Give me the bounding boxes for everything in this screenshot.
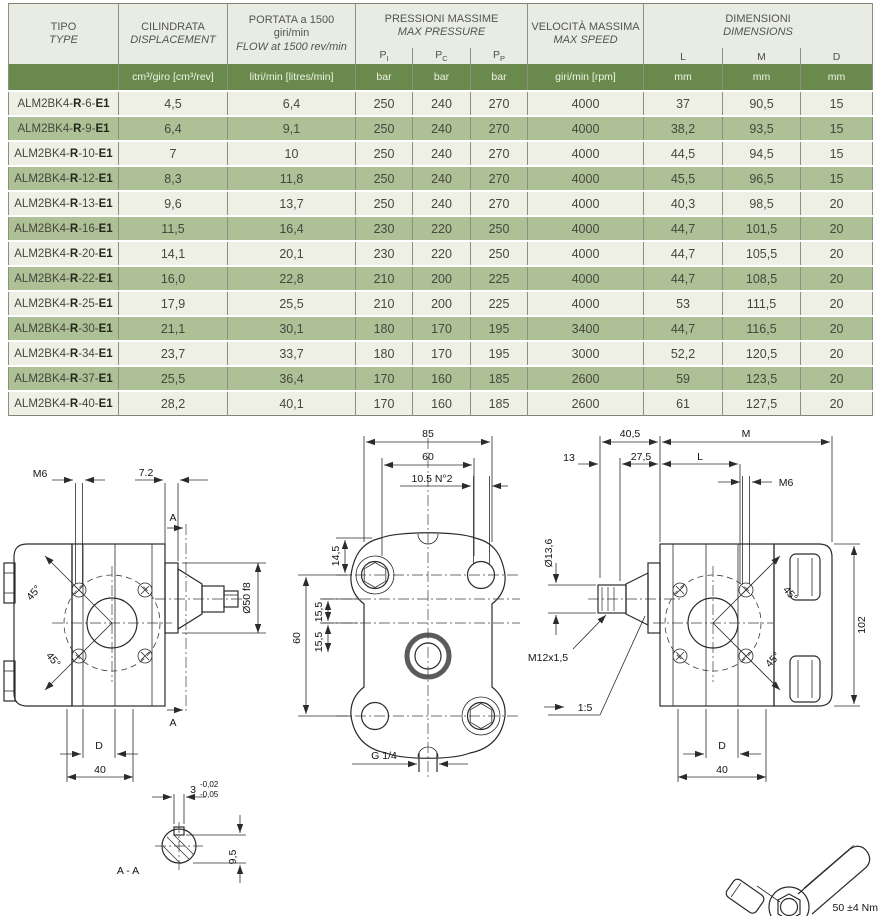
- value-cell: 16,0: [119, 266, 228, 291]
- value-cell: 11,5: [119, 216, 228, 241]
- value-cell: 9,1: [228, 116, 356, 141]
- value-cell: 20: [801, 191, 873, 216]
- header-velocita-en: MAX SPEED: [553, 34, 618, 46]
- value-cell: 44,7: [644, 241, 723, 266]
- header-portata-en: FLOW at 1500 rev/min: [236, 40, 347, 53]
- value-cell: 22,8: [228, 266, 356, 291]
- value-cell: 13,7: [228, 191, 356, 216]
- value-cell: 210: [356, 266, 413, 291]
- type-cell: ALM2BK4-R-34-E1: [9, 341, 119, 366]
- table-row: [9, 241, 873, 266]
- unit-p-c: bar: [413, 64, 471, 91]
- value-cell: 230: [356, 216, 413, 241]
- col-header-cilindrata: [119, 4, 228, 65]
- dim-key-tol-lower-label: -0,05: [200, 790, 219, 799]
- dim-pilot-diameter-label: Ø50 f8: [241, 582, 253, 614]
- value-cell: 94,5: [723, 141, 801, 166]
- col-header-pressioni: [356, 4, 528, 49]
- table-row: [9, 116, 873, 141]
- subheader-p-i: $P_I$: [356, 48, 413, 64]
- table-row: [9, 141, 873, 166]
- value-cell: 40,1: [228, 391, 356, 416]
- type-cell: ALM2BK4-R-6-E1: [9, 91, 119, 116]
- table-row: [9, 316, 873, 341]
- value-cell: 6,4: [228, 91, 356, 116]
- right-view-drawing: [528, 428, 868, 782]
- torque-wrench-icon: [724, 845, 878, 916]
- value-cell: 15: [801, 141, 873, 166]
- value-cell: 270: [471, 191, 528, 216]
- dim-40-left-label: 40: [94, 764, 106, 776]
- value-cell: 4000: [528, 191, 644, 216]
- value-cell: 225: [471, 291, 528, 316]
- value-cell: 16,4: [228, 216, 356, 241]
- value-cell: 270: [471, 91, 528, 116]
- dim-7-2-label: 7.2: [138, 467, 154, 479]
- front-view-drawing: [291, 428, 520, 778]
- dim-shaft-diameter-label: Ø13,6: [543, 538, 555, 568]
- dim-l-label: L: [697, 451, 703, 463]
- unit-d: mm: [801, 64, 873, 91]
- value-cell: 6,4: [119, 116, 228, 141]
- value-cell: 4000: [528, 241, 644, 266]
- value-cell: 9,6: [119, 191, 228, 216]
- col-header-velocita: [528, 4, 644, 65]
- dim-taper-label: 1:5: [577, 702, 593, 714]
- dim-27-5-label: 27,5: [630, 451, 652, 463]
- value-cell: 53: [644, 291, 723, 316]
- section-aa-title: A - A: [116, 865, 140, 877]
- value-cell: 240: [413, 191, 471, 216]
- header-dimensioni-en: DIMENSIONS: [723, 26, 793, 38]
- value-cell: 36,4: [228, 366, 356, 391]
- dim-port-label: G 1/4: [371, 750, 397, 762]
- value-cell: 25,5: [228, 291, 356, 316]
- subheader-l: L: [644, 48, 723, 64]
- dim-angle-lower-right-label: 45°: [763, 650, 783, 670]
- value-cell: 15: [801, 91, 873, 116]
- type-cell: ALM2BK4-R-22-E1: [9, 266, 119, 291]
- table-row: [9, 391, 873, 416]
- value-cell: 23,7: [119, 341, 228, 366]
- value-cell: 38,2: [644, 116, 723, 141]
- dim-40-right-label: 40: [716, 764, 728, 776]
- dim-key-width-label: 3: [190, 784, 196, 796]
- value-cell: 4000: [528, 166, 644, 191]
- dim-13-label: 13: [563, 452, 575, 464]
- dim-85-label: 85: [422, 428, 434, 440]
- value-cell: 250: [356, 116, 413, 141]
- dim-15-5-a-label: 15,5: [313, 601, 325, 623]
- type-cell: ALM2BK4-R-10-E1: [9, 141, 119, 166]
- type-cell: ALM2BK4-R-25-E1: [9, 291, 119, 316]
- header-tipo-en: TYPE: [49, 34, 78, 46]
- header-portata-it: PORTATA a 1500 giri/min: [248, 13, 335, 40]
- value-cell: 45,5: [644, 166, 723, 191]
- value-cell: 44,7: [644, 316, 723, 341]
- unit-p-p: bar: [471, 64, 528, 91]
- table-row: [9, 166, 873, 191]
- value-cell: 14,1: [119, 241, 228, 266]
- value-cell: 108,5: [723, 266, 801, 291]
- dim-d-right-label: D: [718, 740, 726, 752]
- col-header-dimensioni: [644, 4, 873, 49]
- value-cell: 15: [801, 166, 873, 191]
- value-cell: 160: [413, 366, 471, 391]
- value-cell: 225: [471, 266, 528, 291]
- value-cell: 52,2: [644, 341, 723, 366]
- value-cell: 123,5: [723, 366, 801, 391]
- value-cell: 90,5: [723, 91, 801, 116]
- table-body: [9, 91, 873, 416]
- value-cell: 20,1: [228, 241, 356, 266]
- value-cell: 4000: [528, 291, 644, 316]
- table-row: [9, 291, 873, 316]
- torque-note-label: 50 ±4 Nm: [832, 902, 878, 914]
- value-cell: 3000: [528, 341, 644, 366]
- value-cell: 195: [471, 341, 528, 366]
- value-cell: 28,2: [119, 391, 228, 416]
- value-cell: 170: [413, 316, 471, 341]
- value-cell: 220: [413, 216, 471, 241]
- value-cell: 7: [119, 141, 228, 166]
- value-cell: 44,5: [644, 141, 723, 166]
- dim-angle-upper-left-label: 45°: [24, 583, 44, 603]
- value-cell: 15: [801, 116, 873, 141]
- value-cell: 200: [413, 266, 471, 291]
- value-cell: 127,5: [723, 391, 801, 416]
- value-cell: 96,5: [723, 166, 801, 191]
- value-cell: 40,3: [644, 191, 723, 216]
- type-cell: ALM2BK4-R-9-E1: [9, 116, 119, 141]
- dim-40-5-label: 40,5: [619, 428, 641, 440]
- table-row: [9, 341, 873, 366]
- value-cell: 25,5: [119, 366, 228, 391]
- value-cell: 250: [471, 216, 528, 241]
- value-cell: 61: [644, 391, 723, 416]
- table-row: [9, 366, 873, 391]
- type-cell: ALM2BK4-R-40-E1: [9, 391, 119, 416]
- value-cell: 59: [644, 366, 723, 391]
- dim-angle-upper-right-label: 45°: [780, 584, 800, 604]
- value-cell: 250: [356, 166, 413, 191]
- value-cell: 11,8: [228, 166, 356, 191]
- value-cell: 4,5: [119, 91, 228, 116]
- value-cell: 21,1: [119, 316, 228, 341]
- dim-d-left-label: D: [95, 740, 103, 752]
- value-cell: 105,5: [723, 241, 801, 266]
- unit-speed: giri/min [rpm]: [528, 64, 644, 91]
- unit-m: mm: [723, 64, 801, 91]
- value-cell: 2600: [528, 391, 644, 416]
- value-cell: 44,7: [644, 216, 723, 241]
- value-cell: 250: [356, 141, 413, 166]
- dim-m6-left-label: M6: [32, 468, 48, 480]
- value-cell: 240: [413, 91, 471, 116]
- value-cell: 270: [471, 166, 528, 191]
- unit-flow: litri/min [litres/min]: [228, 64, 356, 91]
- value-cell: 160: [413, 391, 471, 416]
- col-header-tipo: [9, 4, 119, 65]
- value-cell: 111,5: [723, 291, 801, 316]
- value-cell: 230: [356, 241, 413, 266]
- value-cell: 30,1: [228, 316, 356, 341]
- value-cell: 120,5: [723, 341, 801, 366]
- value-cell: 200: [413, 291, 471, 316]
- dim-102-label: 102: [856, 616, 868, 634]
- value-cell: 240: [413, 166, 471, 191]
- table-row: [9, 91, 873, 116]
- value-cell: 4000: [528, 91, 644, 116]
- value-cell: 20: [801, 366, 873, 391]
- value-cell: 250: [471, 241, 528, 266]
- dim-key-tol-upper-label: -0,02: [200, 780, 219, 789]
- dim-key-depth-label: 9,5: [227, 849, 239, 865]
- value-cell: 98,5: [723, 191, 801, 216]
- header-pressioni-en: MAX PRESSURE: [397, 26, 486, 38]
- value-cell: 3400: [528, 316, 644, 341]
- subheader-p-c: $P_C$: [413, 48, 471, 64]
- value-cell: 20: [801, 266, 873, 291]
- header-dimensioni-it: DIMENSIONI: [725, 12, 791, 25]
- value-cell: 101,5: [723, 216, 801, 241]
- value-cell: 93,5: [723, 116, 801, 141]
- unit-empty: [9, 64, 119, 91]
- value-cell: 20: [801, 291, 873, 316]
- value-cell: 170: [356, 391, 413, 416]
- value-cell: 270: [471, 141, 528, 166]
- value-cell: 20: [801, 391, 873, 416]
- value-cell: 4000: [528, 266, 644, 291]
- value-cell: 116,5: [723, 316, 801, 341]
- value-cell: 195: [471, 316, 528, 341]
- value-cell: 10: [228, 141, 356, 166]
- header-tipo-it: TIPO: [50, 20, 77, 33]
- value-cell: 185: [471, 366, 528, 391]
- unit-p-i: bar: [356, 64, 413, 91]
- value-cell: 180: [356, 316, 413, 341]
- value-cell: 240: [413, 141, 471, 166]
- unit-l: mm: [644, 64, 723, 91]
- dim-holes-note-label: 10.5 N°2: [411, 473, 453, 485]
- dim-60-top-label: 60: [422, 451, 434, 463]
- dim-14-5-label: 14,5: [330, 545, 342, 567]
- dim-15-5-b-label: 15,5: [313, 631, 325, 653]
- type-cell: ALM2BK4-R-37-E1: [9, 366, 119, 391]
- value-cell: 4000: [528, 116, 644, 141]
- section-a-bottom-label: A: [169, 717, 177, 729]
- value-cell: 17,9: [119, 291, 228, 316]
- type-cell: ALM2BK4-R-30-E1: [9, 316, 119, 341]
- value-cell: 20: [801, 341, 873, 366]
- value-cell: 210: [356, 291, 413, 316]
- value-cell: 270: [471, 116, 528, 141]
- value-cell: 20: [801, 241, 873, 266]
- dim-m-label: M: [741, 428, 751, 440]
- spec-table: [8, 3, 873, 416]
- value-cell: 37: [644, 91, 723, 116]
- value-cell: 4000: [528, 141, 644, 166]
- table-row: [9, 216, 873, 241]
- value-cell: 250: [356, 91, 413, 116]
- value-cell: 180: [356, 341, 413, 366]
- header-cilindrata-it: CILINDRATA: [141, 20, 205, 33]
- value-cell: 170: [356, 366, 413, 391]
- value-cell: 250: [356, 191, 413, 216]
- header-velocita-it: VELOCITÀ MASSIMA: [531, 20, 640, 33]
- section-a-top-label: A: [169, 512, 177, 524]
- dim-m6-right-label: M6: [778, 477, 794, 489]
- value-cell: 8,3: [119, 166, 228, 191]
- type-cell: ALM2BK4-R-16-E1: [9, 216, 119, 241]
- value-cell: 33,7: [228, 341, 356, 366]
- value-cell: 185: [471, 391, 528, 416]
- subheader-m: M: [723, 48, 801, 64]
- col-header-portata: [228, 4, 356, 65]
- technical-drawings: [0, 416, 880, 916]
- value-cell: 20: [801, 316, 873, 341]
- subheader-p-p: $P_P$: [471, 48, 528, 64]
- value-cell: 44,7: [644, 266, 723, 291]
- value-cell: 2600: [528, 366, 644, 391]
- type-cell: ALM2BK4-R-12-E1: [9, 166, 119, 191]
- header-pressioni-it: PRESSIONI MASSIME: [384, 12, 499, 25]
- value-cell: 240: [413, 116, 471, 141]
- header-cilindrata-en: DISPLACEMENT: [130, 34, 216, 46]
- unit-displacement: cm³/giro [cm³/rev]: [119, 64, 228, 91]
- value-cell: 220: [413, 241, 471, 266]
- dim-angle-lower-left-label: 45°: [43, 650, 63, 670]
- value-cell: 20: [801, 216, 873, 241]
- type-cell: ALM2BK4-R-20-E1: [9, 241, 119, 266]
- dim-60-left-label: 60: [291, 632, 303, 644]
- dim-thread-label: M12x1,5: [527, 652, 569, 664]
- value-cell: 170: [413, 341, 471, 366]
- left-view-drawing: [4, 467, 266, 782]
- subheader-d: D: [801, 48, 873, 64]
- value-cell: 4000: [528, 216, 644, 241]
- table-row: [9, 266, 873, 291]
- section-aa-drawing: [117, 780, 246, 883]
- table-row: [9, 191, 873, 216]
- type-cell: ALM2BK4-R-13-E1: [9, 191, 119, 216]
